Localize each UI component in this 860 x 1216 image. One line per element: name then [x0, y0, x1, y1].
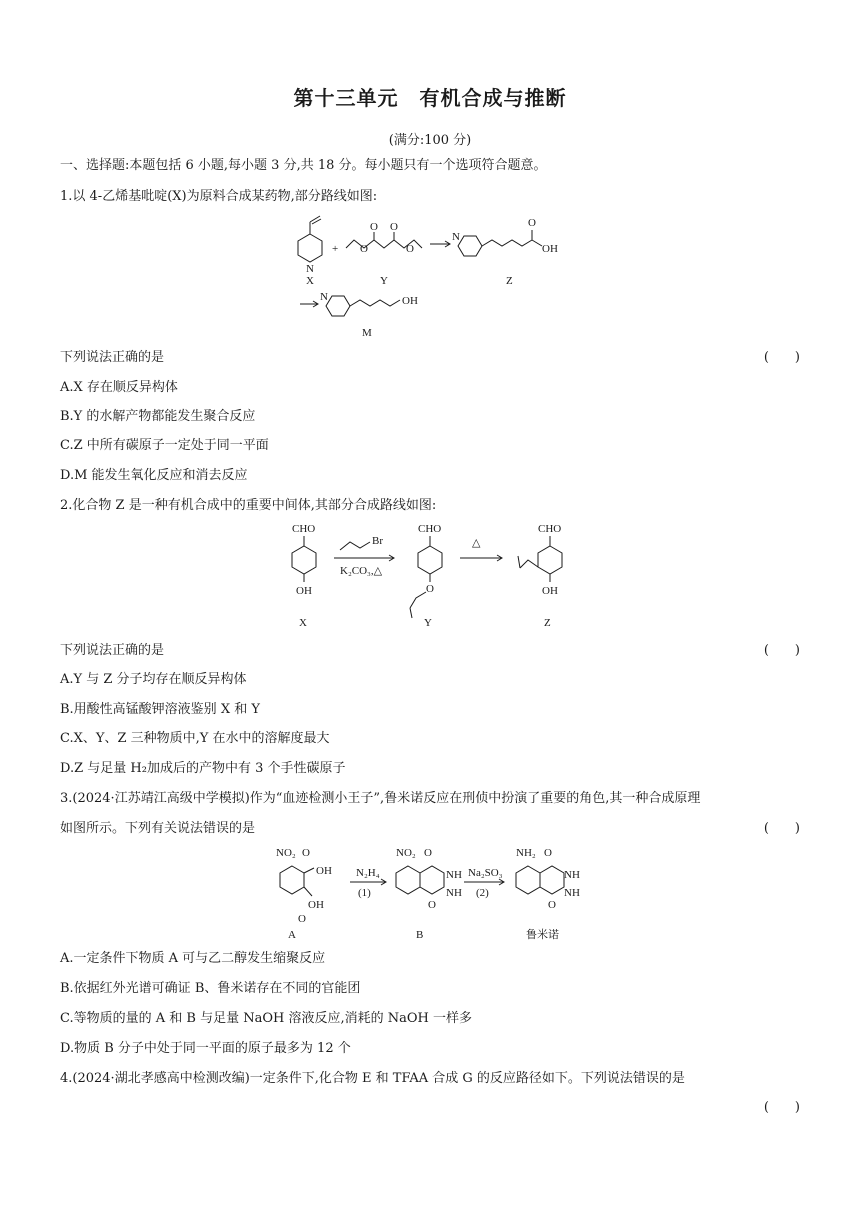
q1-option-a: A.X 存在顺反异构体 [60, 380, 178, 395]
q3-b-o-top: O [424, 847, 432, 859]
q3-a-o-top: O [302, 847, 310, 859]
q3-reaction-scheme [262, 846, 602, 946]
q2-structure-x [292, 523, 316, 629]
q2-structure-z [518, 523, 562, 629]
q3-label-a: A [288, 929, 296, 941]
q2-label-x: X [299, 617, 307, 629]
q1-z-oh: OH [542, 243, 558, 255]
q3-a-o-bottom: O [298, 913, 306, 925]
q2-stem: 2.化合物 Z 是一种有机合成中的重要中间体,其部分合成路线如图: [60, 498, 437, 513]
q2-y-o: O [426, 583, 434, 595]
q2-z-cho: CHO [538, 523, 562, 535]
q3-option-d: D.物质 B 分子中处于同一平面的原子最多为 12 个 [60, 1041, 351, 1056]
q3-a-oh-top: OH [316, 865, 332, 877]
q2-option-b: B.用酸性高锰酸钾溶液鉴别 X 和 Y [60, 702, 260, 717]
q3-option-c: C.等物质的量的 A 和 B 与足量 NaOH 溶液反应,消耗的 NaOH 一样多 [60, 1011, 472, 1026]
q3-reagent-1: N₂H₄ [356, 867, 380, 879]
q3-a-oh-bottom: OH [308, 899, 324, 911]
q1-structure-y [346, 221, 422, 287]
q1-label-x: X [306, 275, 314, 287]
q2-br: Br [372, 535, 383, 547]
q3-stem-line-1: 3.(2024·江苏靖江高级中学模拟)作为“血迹检测小王子”,鲁米诺反应在刑侦中扮演了重要的角色,其一种合成原理 [60, 791, 701, 806]
q1-plus-sign: + [332, 243, 339, 255]
q1-label-y: Y [380, 275, 388, 287]
q3-structure-a [276, 847, 332, 941]
q3-step-1: (1) [358, 887, 371, 899]
q2-label-z: Z [544, 617, 551, 629]
q1-z-o: O [528, 217, 536, 229]
q1-structure-x [298, 216, 322, 287]
q3-step-2: (2) [476, 887, 489, 899]
q3-b-nh-2: NH [446, 887, 462, 899]
q1-prompt: 下列说法正确的是 [60, 350, 165, 365]
q1-structure-m [320, 291, 418, 339]
q1-y-o3: O [390, 221, 398, 233]
q3-luminol-nh-1: NH [564, 869, 580, 881]
q2-prompt: 下列说法正确的是 [60, 643, 165, 658]
q1-option-b: B.Y 的水解产物都能发生聚合反应 [60, 409, 256, 424]
q3-structure-b [396, 847, 462, 941]
q2-cond-1: K₂CO₃,△ [340, 565, 383, 577]
section-intro: 一、选择题:本题包括 6 小题,每小题 3 分,共 18 分。每小题只有一个选项符合题意。 [60, 158, 547, 173]
q4-answer-paren: ( ) [763, 1100, 800, 1115]
q3-option-a: A.一定条件下物质 A 可与乙二醇发生缩聚反应 [60, 951, 326, 966]
q2-x-oh: OH [296, 585, 312, 597]
q1-option-d: D.M 能发生氧化反应和消去反应 [60, 468, 248, 483]
q1-label-z: Z [506, 275, 513, 287]
q3-label-b: B [416, 929, 424, 941]
q1-reaction-scheme [280, 212, 600, 342]
q2-option-d: D.Z 与足量 H₂加成后的产物中有 3 个手性碳原子 [60, 761, 346, 776]
q4-stem: 4.(2024·湖北孝感高中检测改编)一定条件下,化合物 E 和 TFAA 合成 G 的反应路径如下。下列说法错误的是 [60, 1071, 685, 1086]
q3-b-nh-1: NH [446, 869, 462, 881]
q3-answer-paren: ( ) [763, 821, 800, 836]
q3-luminol-nh2: NH₂ [516, 847, 536, 859]
q3-option-b: B.依据红外光谱可确证 B、鲁米诺存在不同的官能团 [60, 981, 361, 996]
score-note: (满分:100 分) [388, 133, 472, 148]
q3-reagent-2: Na₂SO₃ [468, 867, 503, 879]
q3-b-no2: NO₂ [396, 847, 416, 859]
q2-option-a: A.Y 与 Z 分子均存在顺反异构体 [60, 672, 247, 687]
q1-y-o2: O [370, 221, 378, 233]
q2-answer-paren: ( ) [763, 643, 800, 658]
q2-z-oh: OH [542, 585, 558, 597]
q1-m-n: N [320, 291, 328, 303]
q3-label-luminol: 鲁米诺 [526, 929, 559, 941]
q1-option-c: C.Z 中所有碳原子一定处于同一平面 [60, 438, 269, 453]
q3-structure-luminol [516, 847, 580, 941]
q2-allyl-bromide [340, 542, 370, 550]
q1-stem: 1.以 4-乙烯基吡啶(X)为原料合成某药物,部分路线如图: [60, 189, 378, 204]
q2-reaction-scheme [270, 522, 610, 640]
q2-structure-y [410, 523, 442, 629]
q2-cond-2: △ [472, 537, 481, 549]
q1-z-n: N [452, 231, 460, 243]
q3-a-no2: NO₂ [276, 847, 296, 859]
q1-answer-paren: ( ) [763, 350, 800, 365]
q2-option-c: C.X、Y、Z 三种物质中,Y 在水中的溶解度最大 [60, 731, 330, 746]
q1-structure-z [452, 217, 558, 287]
q2-y-cho: CHO [418, 523, 442, 535]
q3-luminol-o-top: O [544, 847, 552, 859]
q1-m-oh: OH [402, 295, 418, 307]
q2-label-y: Y [424, 617, 432, 629]
q1-y-o1: O [360, 243, 368, 255]
q1-x-n: N [306, 263, 314, 275]
q2-x-cho: CHO [292, 523, 316, 535]
q3-luminol-nh-2: NH [564, 887, 580, 899]
q1-y-o4: O [406, 243, 414, 255]
q3-luminol-o-bottom: O [548, 899, 556, 911]
q1-label-m: M [362, 327, 372, 339]
q3-stem-line-2: 如图所示。下列有关说法错误的是 [60, 821, 256, 836]
page-title: 第十三单元 有机合成与推断 [293, 86, 567, 110]
q3-b-o-bottom: O [428, 899, 436, 911]
